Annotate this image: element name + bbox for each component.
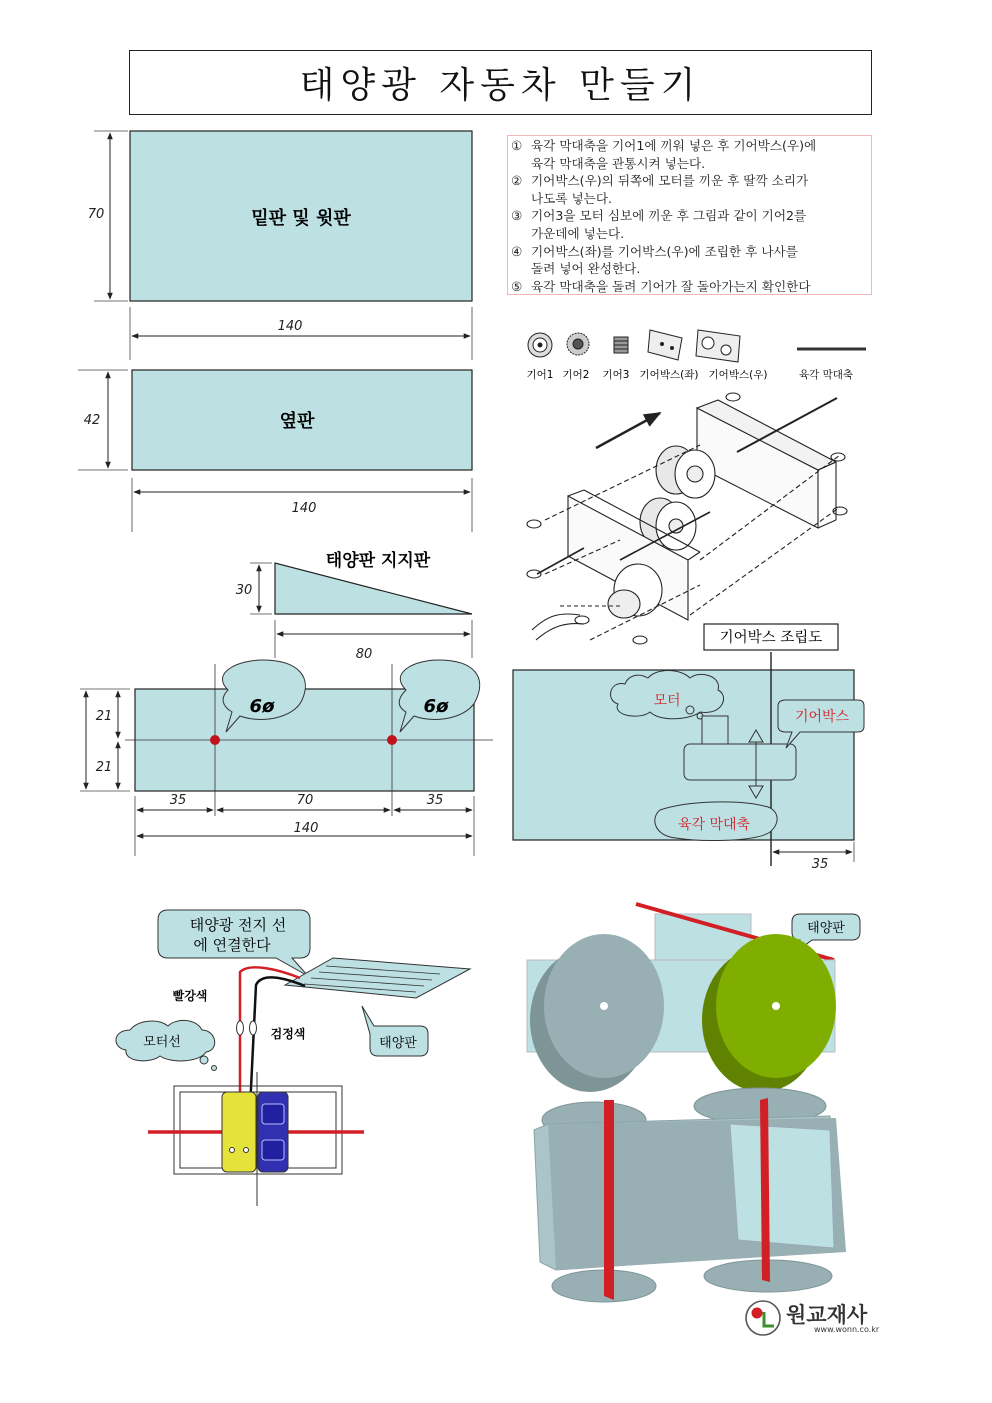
logo-url: www.wonn.co.kr — [814, 1325, 880, 1334]
car-render-front — [527, 904, 860, 1092]
gear1-icon — [528, 333, 552, 357]
publisher-logo — [746, 1301, 880, 1335]
instruction-step: ① 육각 막대축을 기어1에 끼워 넣은 후 기어박스(우)에 육각 막대축을 관통시켜 넣는다. — [511, 138, 817, 171]
render-panel-label: 태양판 — [807, 921, 845, 936]
part-label: 육각 막대축 — [798, 369, 854, 381]
gear2-icon — [567, 333, 589, 355]
hole-left — [210, 735, 220, 745]
gearbox-exploded-illustration — [527, 393, 847, 644]
hole-bottom-half: 21 — [95, 760, 113, 775]
hole-seg-right: 35 — [426, 793, 444, 808]
hole-plate-drawing — [80, 660, 493, 856]
part-label: 기어2 — [562, 369, 590, 381]
plan-offset: 35 — [811, 857, 829, 872]
logo-name: 원교재사 — [786, 1303, 868, 1327]
hole-seg-left: 35 — [169, 793, 187, 808]
motor-label: 모터 — [653, 693, 681, 709]
black-wire-label: 검정색 — [270, 1027, 306, 1041]
base-plate-width: 140 — [277, 319, 303, 334]
hole-label-left: 6ø — [249, 696, 275, 717]
wiring-panel-label: 태양판 — [379, 1036, 417, 1051]
page-title: 태양광 자동차 만들기 — [129, 50, 872, 115]
motor-shape — [702, 716, 728, 744]
render-axle-left — [604, 1100, 614, 1300]
axle-label: 육각 막대축 — [677, 817, 751, 833]
side-plate-height: 42 — [83, 413, 101, 428]
hole-top-half: 21 — [95, 709, 113, 724]
instruction-step: ⑤ 육각 막대축을 돌려 기어가 잘 돌아가는지 확인한다 — [511, 278, 811, 294]
side-plate-label: 옆판 — [279, 411, 315, 432]
solar-callout-line2: 에 연결한다 — [193, 936, 271, 954]
hole-total-width: 140 — [293, 821, 319, 836]
instruction-step: ② 기어박스(우)의 뒤쪽에 모터를 끼운 후 딸깍 소리가 나도록 넣는다. — [511, 173, 809, 206]
red-wire-label: 빨강색 — [172, 989, 208, 1003]
gearbox-plan-view — [513, 652, 864, 872]
gear-parts-row — [527, 330, 866, 381]
support-plate-width: 80 — [355, 647, 373, 662]
gearbox-caption: 기어박스 조립도 — [719, 630, 823, 646]
wiring-diagram — [116, 910, 470, 1206]
instruction-step: ④ 기어박스(좌)를 기어박스(우)에 조립한 후 나사를 돌려 넣어 완성한다. — [511, 243, 798, 277]
base-plate-drawing — [88, 131, 472, 360]
gearbox-left-icon — [648, 330, 682, 360]
gear3-icon — [614, 337, 628, 353]
car-render-top — [534, 1088, 846, 1302]
support-plate-label: 태양판 지지판 — [325, 551, 431, 571]
support-plate-drawing — [236, 550, 472, 662]
base-plate-height: 70 — [87, 207, 105, 222]
part-label: 기어박스(좌) — [639, 369, 699, 381]
gearbox-shape — [684, 744, 796, 780]
part-label: 기어1 — [526, 369, 554, 381]
motor-wire-label: 모터선 — [143, 1035, 181, 1050]
hole-right — [387, 735, 397, 745]
gearbox-label: 기어박스 — [794, 709, 850, 725]
hole-seg-mid: 70 — [296, 793, 314, 808]
side-plate-width: 140 — [291, 501, 317, 516]
part-label: 기어3 — [602, 369, 630, 381]
part-label: 기어박스(우) — [708, 369, 768, 381]
support-plate-height: 30 — [235, 583, 253, 598]
gearbox-right-icon — [696, 330, 740, 362]
gearbox-yellow — [222, 1092, 256, 1172]
hole-label-right: 6ø — [423, 696, 449, 717]
base-plate-label: 밑판 및 윗판 — [251, 208, 351, 229]
side-plate-drawing — [78, 370, 472, 532]
solar-callout-line1: 태양광 전지 선 — [189, 916, 287, 934]
instruction-step: ③ 기어3을 모터 심보에 끼운 후 그림과 같이 기어2를 가운데에 넣는다. — [511, 208, 807, 241]
